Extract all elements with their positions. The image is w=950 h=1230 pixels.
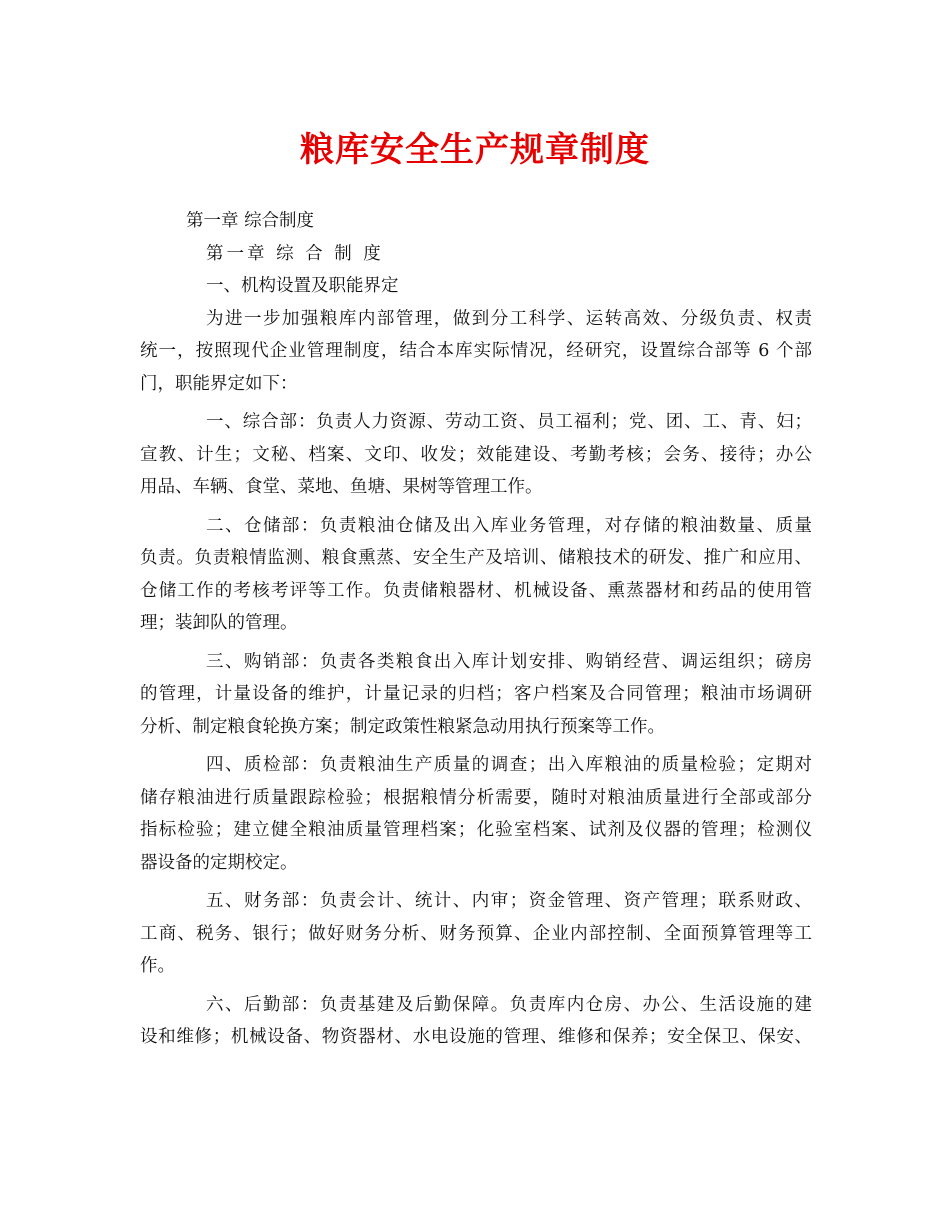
paragraph-line: 用品、车辆、食堂、菜地、鱼塘、果树等管理工作。	[140, 477, 543, 497]
paragraph-line: 四、质检部：负责粮油生产质量的调查；出入库粮油的质量检验；定期对	[206, 755, 812, 775]
paragraph-line: 一、综合部：负责人力资源、劳动工资、员工福利；党、团、工、青、妇；	[206, 412, 812, 432]
section-heading: 一、机构设置及职能界定	[206, 276, 399, 296]
paragraph-line: 储存粮油进行质量跟踪检验；根据粮情分析需要，随时对粮油质量进行全部或部分	[140, 787, 812, 808]
paragraph-general-dept	[140, 406, 812, 504]
paragraph-line: 宣教、计生；文秘、档案、文印、收发；效能建设、考勤考核；会务、接待；办公	[140, 444, 812, 465]
paragraph-finance-dept	[140, 885, 812, 983]
paragraph-intro	[140, 303, 812, 401]
paragraph-sales-dept	[140, 646, 812, 744]
paragraph-line: 三、购销部：负责各类粮食出入库计划安排、购销经营、调运组织；磅房	[206, 651, 812, 672]
paragraph-storage-dept	[140, 510, 812, 640]
document-title: 粮库安全生产规章制度	[300, 130, 650, 170]
paragraph-line: 门，职能界定如下：	[140, 373, 298, 394]
paragraph-line: 作。	[140, 956, 175, 976]
paragraph-line: 工商、税务、银行；做好财务分析、财务预算、企业内部控制、全面预算管理等工	[140, 923, 812, 944]
paragraph-line: 分析、制定粮食轮换方案；制定政策性粮紧急动用执行预案等工作。	[140, 716, 665, 737]
paragraph-line: 六、后勤部：负责基建及后勤保障。负责库内仓房、办公、生活设施的建	[206, 994, 812, 1015]
paragraph-line: 二、仓储部：负责粮油仓储及出入库业务管理，对存储的粮油数量、质量	[206, 515, 812, 536]
chapter-heading: 第一章 综合制度	[186, 211, 315, 231]
paragraph-line: 理；装卸队的管理。	[140, 613, 298, 633]
paragraph-line: 五、财务部：负责会计、统计、内审；资金管理、资产管理；联系财政、	[206, 891, 812, 911]
paragraph-line: 负责。负责粮情监测、粮食熏蒸、安全生产及培训、储粮技术的研发、推广和应用、	[140, 548, 812, 568]
paragraph-quality-dept	[140, 749, 812, 879]
paragraph-logistics-dept	[140, 989, 812, 1054]
paragraph-line: 的管理，计量设备的维护，计量记录的归档；客户档案及合同管理；粮油市场调研	[140, 684, 812, 704]
paragraph-line: 器设备的定期校定。	[140, 852, 298, 873]
document-body	[140, 205, 812, 1054]
paragraph-line: 统一，按照现代企业管理制度，结合本库实际情况，经研究，设置综合部等 6 个部	[140, 341, 812, 361]
paragraph-line: 设和维修；机械设备、物资器材、水电设施的管理、维修和保养；安全保卫、保安、	[140, 1027, 812, 1047]
chapter-heading-spaced: 第一章 综 合 制 度	[206, 243, 384, 264]
paragraph-line: 指标检验；建立健全粮油质量管理档案；化验室档案、试剂及仪器的管理；检测仪	[140, 820, 812, 840]
paragraph-line: 为进一步加强粮库内部管理，做到分工科学、运转高效、分级负责、权责	[206, 308, 812, 329]
paragraph-line: 仓储工作的考核考评等工作。负责储粮器材、机械设备、熏蒸器材和药品的使用管	[140, 580, 812, 601]
